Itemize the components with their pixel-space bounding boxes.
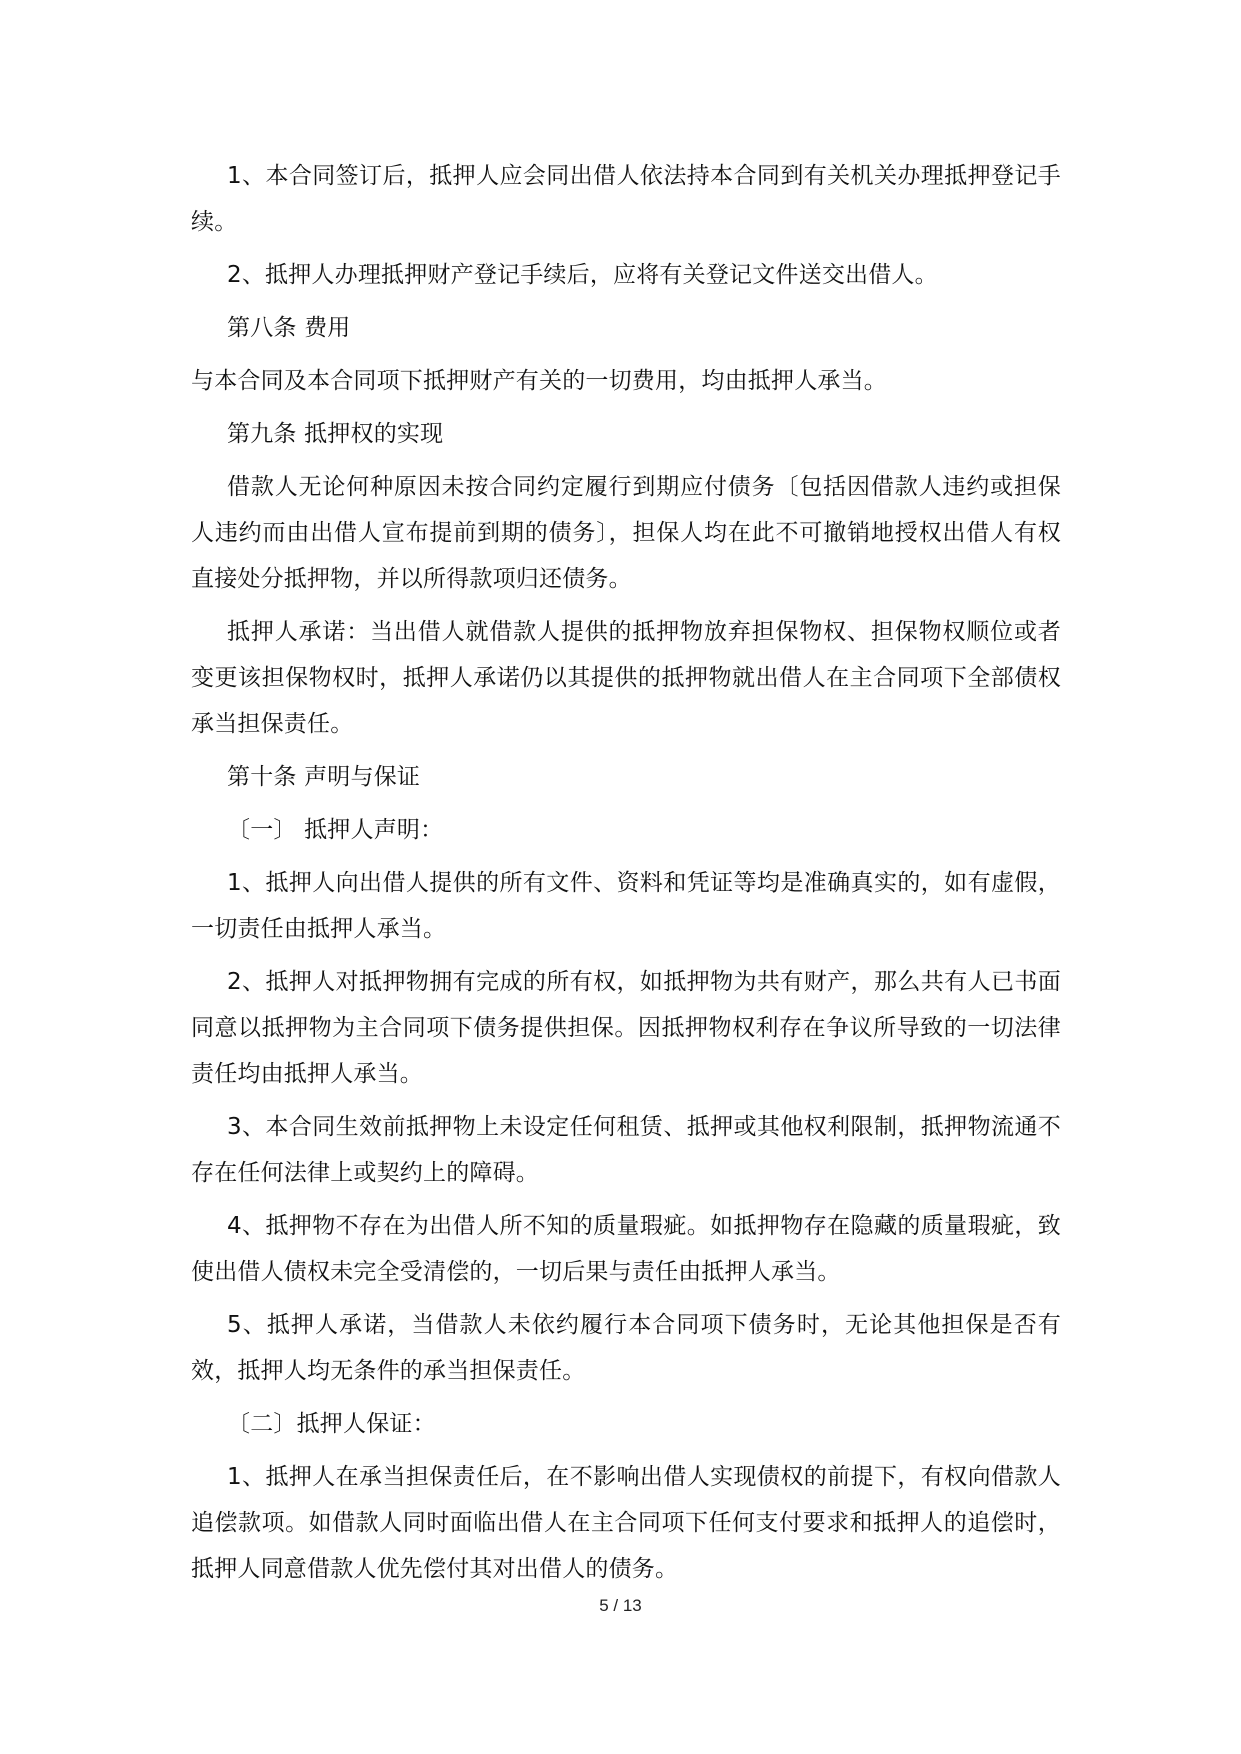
declaration-item-3: 3、本合同生效前抵押物上未设定任何租赁、抵押或其他权利限制，抵押物流通不存在任何法律上或契约上的障碍。 — [191, 1114, 1061, 1186]
page-number: 5 / 13 — [599, 1596, 642, 1615]
article-9-heading: 第九条 抵押权的实现 — [227, 421, 444, 447]
section-1-heading: 〔一〕 抵押人声明： — [227, 817, 444, 843]
document-body — [191, 153, 1061, 1599]
paragraph-1: 1、本合同签订后，抵押人应会同出借人依法持本合同到有关机关办理抵押登记手续。 — [191, 163, 1061, 235]
paragraph-2: 2、抵押人办理抵押财产登记手续后，应将有关登记文件送交出借人。 — [227, 262, 938, 288]
paragraph-fees: 与本合同及本合同项下抵押财产有关的一切费用，均由抵押人承当。 — [191, 368, 887, 394]
guarantee-item-1: 1、抵押人在承当担保责任后，在不影响出借人实现债权的前提下，有权向借款人追偿款项。如借款人同时面临出借人在主合同项下任何支付要求和抵押人的追偿时，抵押人同意借款人优先偿付其对出借人的债务。 — [191, 1464, 1061, 1582]
declaration-item-5: 5、抵押人承诺，当借款人未依约履行本合同项下债务时，无论其他担保是否有效，抵押人均无条件的承当担保责任。 — [191, 1312, 1061, 1384]
declaration-item-2: 2、抵押人对抵押物拥有完成的所有权，如抵押物为共有财产，那么共有人已书面同意以抵押物为主合同项下债务提供担保。因抵押物权利存在争议所导致的一切法律责任均由抵押人承当。 — [191, 969, 1061, 1087]
article-10-heading: 第十条 声明与保证 — [227, 764, 421, 790]
paragraph-enforcement: 借款人无论何种原因未按合同约定履行到期应付债务〔包括因借款人违约或担保人违约而由出借人宣布提前到期的债务〕，担保人均在此不可撤销地授权出借人有权直接处分抵押物，并以所得款项归还债务。 — [191, 474, 1061, 592]
declaration-item-1: 1、抵押人向出借人提供的所有文件、资料和凭证等均是准确真实的，如有虚假，一切责任由抵押人承当。 — [191, 870, 1061, 942]
article-8-heading: 第八条 费用 — [227, 315, 351, 341]
section-2-heading: 〔二〕抵押人保证： — [227, 1411, 436, 1437]
paragraph-mortgagor-promise: 抵押人承诺：当出借人就借款人提供的抵押物放弃担保物权、担保物权顺位或者变更该担保物权时，抵押人承诺仍以其提供的抵押物就出借人在主合同项下全部债权承当担保责任。 — [191, 619, 1061, 737]
declaration-item-4: 4、抵押物不存在为出借人所不知的质量瑕疵。如抵押物存在隐藏的质量瑕疵，致使出借人债权未完全受清偿的，一切后果与责任由抵押人承当。 — [191, 1213, 1061, 1285]
